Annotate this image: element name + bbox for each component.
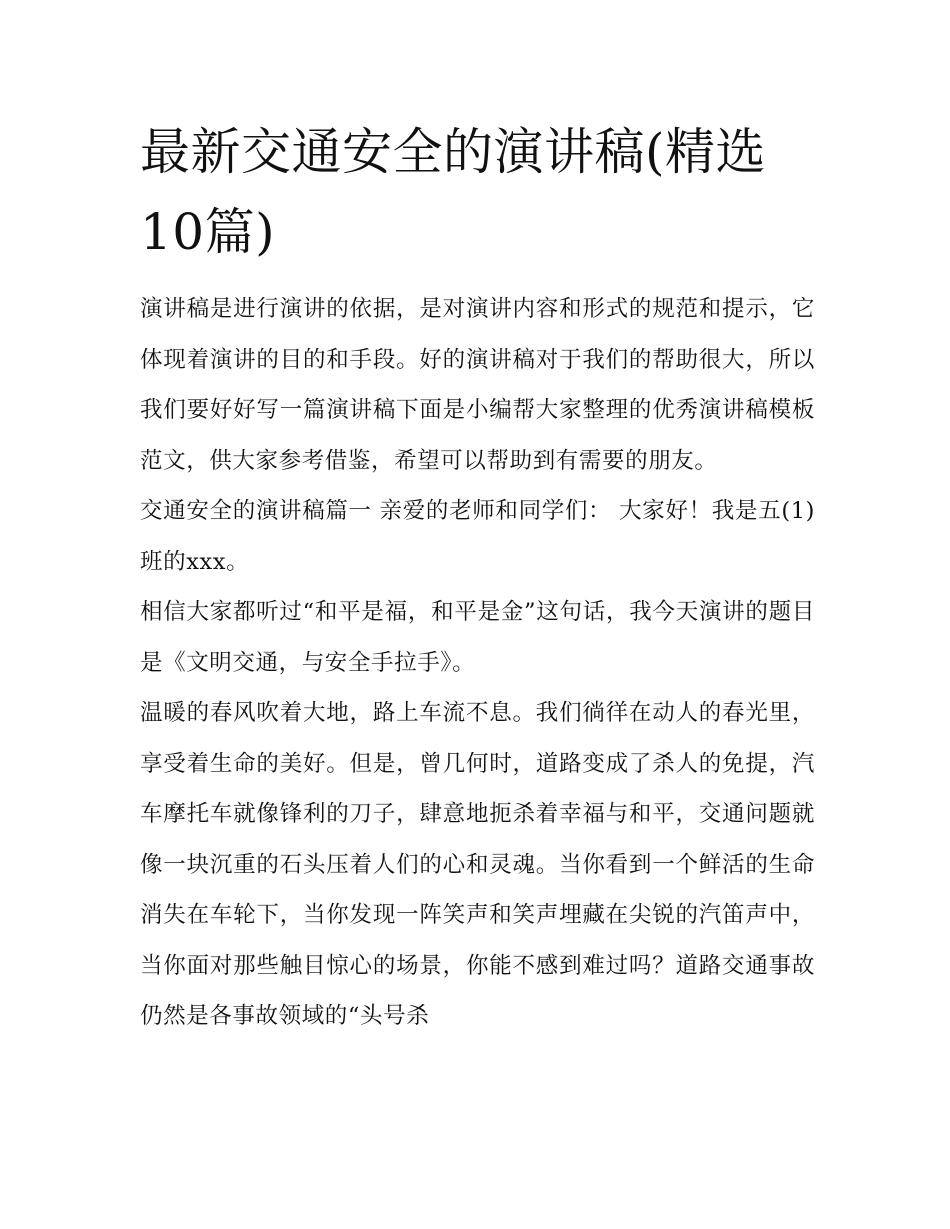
paragraph-topic: 相信大家都听过“和平是福，和平是金”这句话，我今天演讲的题目是《文明交通，与安全手拉手》。 bbox=[140, 599, 815, 676]
paragraph-intro: 演讲稿是进行演讲的依据，是对演讲内容和形式的规范和提示，它体现着演讲的目的和手段。好的演讲稿对于我们的帮助很大，所以我们要好好写一篇演讲稿下面是小编帮大家整理的优秀演讲稿模板范文，供大家参考借鉴，希望可以帮助到有需要的朋友。 bbox=[140, 296, 815, 474]
document-title: 最新交通安全的演讲稿(精选10篇) bbox=[140, 123, 767, 261]
document-page bbox=[140, 112, 815, 1042]
paragraph-body: 温暖的春风吹着大地，路上车流不息。我们徜徉在动人的春光里，享受着生命的美好。但是，曾几何时，道路变成了杀人的免提，汽车摩托车就像锋利的刀子，肆意地扼杀着幸福与和平，交通问题就像一块沉重的石头压着人们的心和灵魂。当你看到一个鲜活的生命消失在车轮下，当你发现一阵笑声和笑声埋藏在尖锐的汽笛声中，当你面对那些触目惊心的场景，你能不感到难过吗？道路交通事故仍然是各事故领域的“头号杀 bbox=[140, 700, 815, 1029]
paragraph-greeting: 交通安全的演讲稿篇一 亲爱的老师和同学们： 大家好！我是五(1)班的xxx。 bbox=[140, 498, 815, 575]
